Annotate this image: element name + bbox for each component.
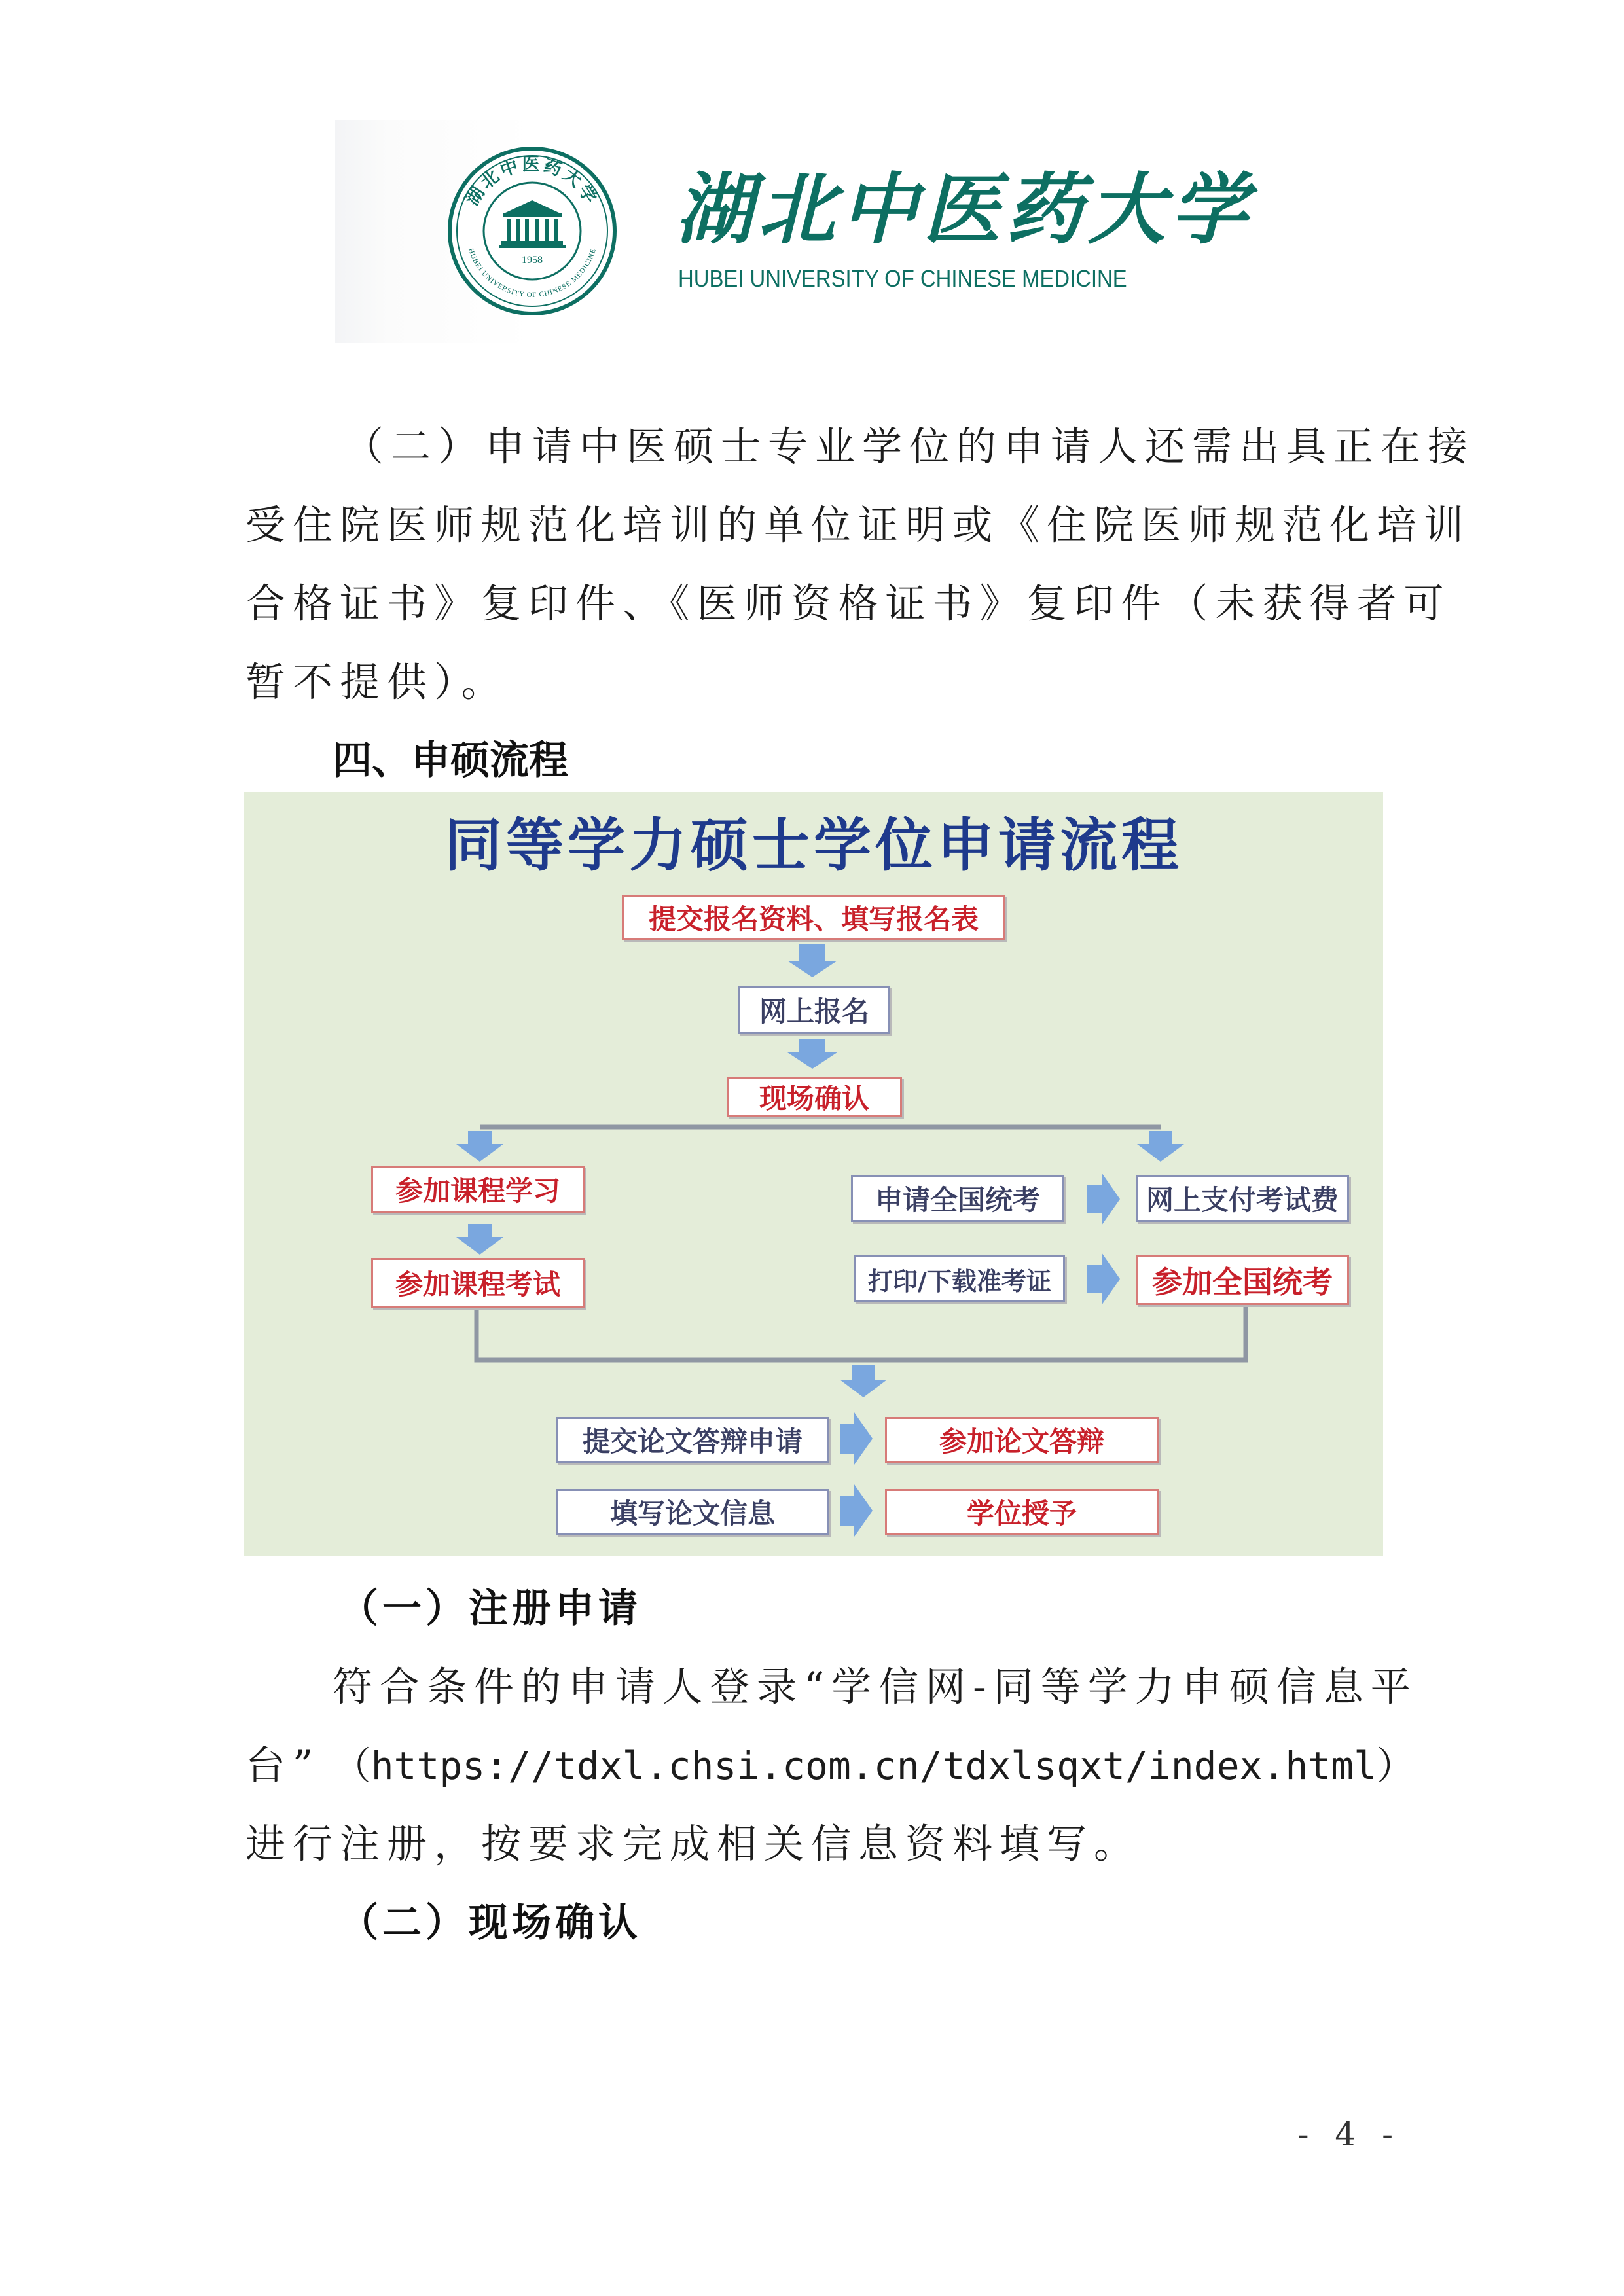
paragraph-2-line-2: 受住院医师规范化培训的单位证明或《住院医师规范化培训 [245,502,1471,548]
arrow-right-icon [1087,1253,1120,1305]
subsection-2-heading: （二）现场确认 [339,1900,641,1946]
subsection-1-line-1: 符合条件的申请人登录“学信网-同等学力申硕信息平 [333,1664,1418,1710]
step-pay-exam-fee: 网上支付考试费 [1136,1175,1349,1222]
arrow-down-icon [1137,1131,1184,1162]
subsection-1-line-2 [245,1740,1415,1792]
section-heading: 四、申硕流程 [333,738,568,783]
arrow-down-icon [456,1131,503,1162]
subsection-1-heading: （一）注册申请 [339,1586,641,1632]
flowchart-title: 同等学力硕士学位申请流程 [444,812,1183,879]
step-degree-awarded: 学位授予 [885,1489,1159,1535]
step-online-registration: 网上报名 [738,986,890,1034]
subsection-1-line-2-prefix: 台” [245,1742,321,1789]
seal-year: 1958 [522,255,543,266]
arrow-right-icon [1087,1173,1120,1225]
university-name: 湖北中医药大学 [676,164,1254,255]
subsection-1-line-3: 进行注册，按要求完成相关信息资料填写。 [245,1821,1142,1867]
step-course-exam: 参加课程考试 [371,1258,585,1308]
page-number: - 4 - [1297,2115,1401,2153]
arrow-down-icon [456,1224,503,1255]
arrow-right-icon [840,1484,873,1537]
paragraph-2-line-4: 暂不提供）。 [245,659,509,706]
arrow-down-icon [787,944,837,977]
platform-url: （https://tdxl.chsi.com.cn/tdxlsqxt/index.html） [333,1744,1415,1788]
paragraph-2-line-1: （二）申请中医硕士专业学位的申请人还需出具正在接 [344,423,1475,470]
step-attend-national-exam: 参加全国统考 [1136,1255,1349,1305]
step-attend-course: 参加课程学习 [371,1166,585,1213]
university-name-english: HUBEI UNIVERSITY OF CHINESE MEDICINE [678,265,1127,292]
step-submit-materials: 提交报名资料、填写报名表 [622,895,1005,940]
step-apply-national-exam: 申请全国统考 [851,1175,1064,1222]
seal-top-text: 湖北中医药大学 [462,154,602,209]
arrow-right-icon [840,1412,873,1465]
seal-bottom-text: HUBEI UNIVERSITY OF CHINESE MEDICINE [466,247,598,300]
step-attend-defense: 参加论文答辩 [885,1417,1159,1463]
step-fill-thesis-info: 填写论文信息 [556,1489,829,1535]
step-print-admission: 打印/下载准考证 [854,1255,1065,1302]
university-seal-logo [446,145,618,317]
step-onsite-confirm: 现场确认 [727,1077,902,1117]
paragraph-2-line-3: 合格证书》复印件、《医师资格证书》复印件（未获得者可 [245,581,1451,627]
step-submit-defense-application: 提交论文答辩申请 [556,1417,829,1463]
arrow-down-icon [840,1365,887,1397]
arrow-down-icon [787,1039,837,1069]
